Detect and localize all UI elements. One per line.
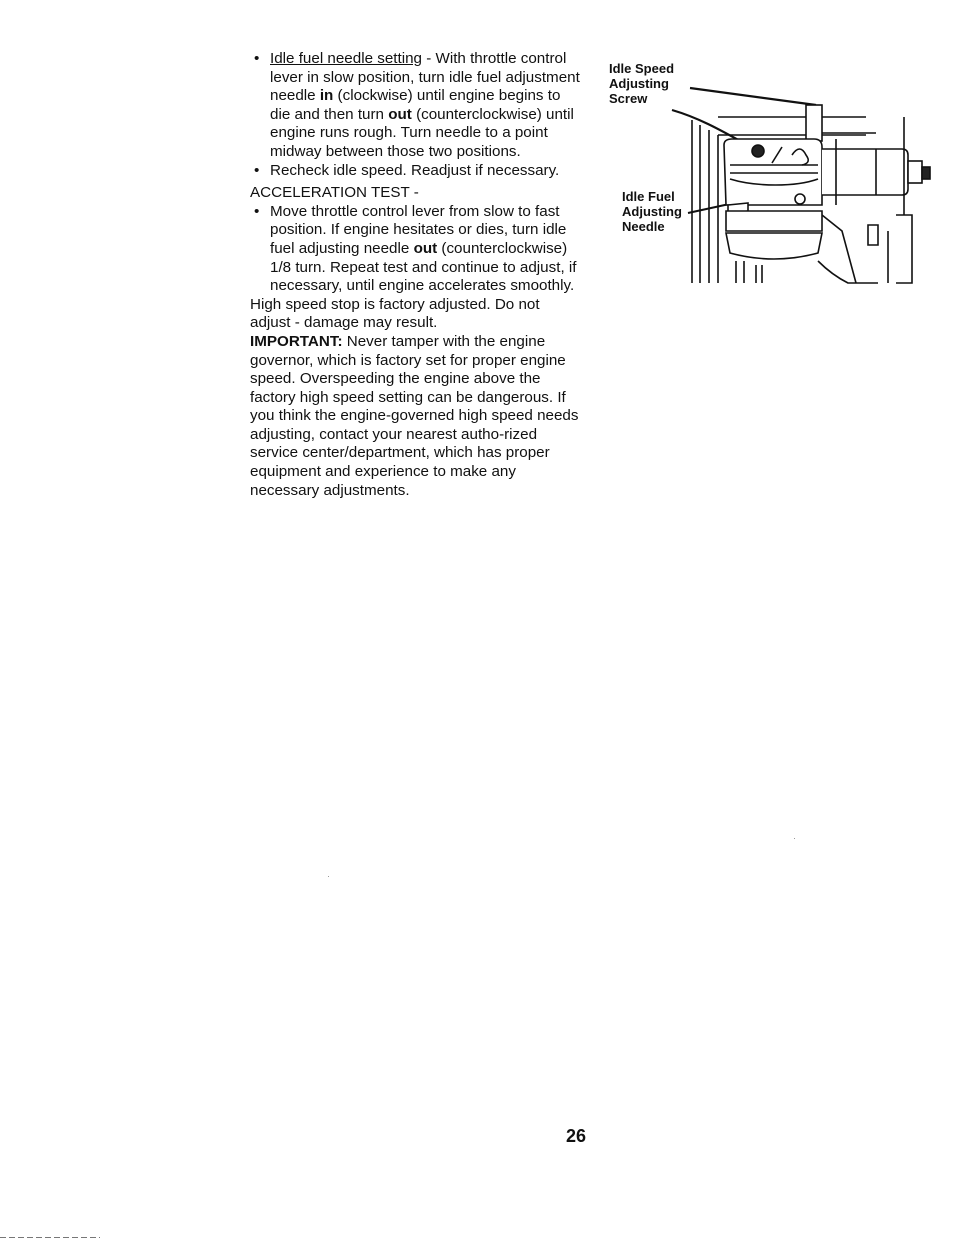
intake-block bbox=[822, 149, 908, 195]
idle-fuel-text-1: - With throttle control lever in slow position, turn idle fuel adjustment needle bbox=[270, 50, 580, 105]
high-speed-paragraph: High speed stop is factory adjusted. Do not adjust - damage may result. bbox=[250, 295, 540, 332]
instructions-column bbox=[250, 50, 580, 500]
idle-speed-screw-head bbox=[752, 145, 764, 157]
important-paragraph bbox=[250, 333, 580, 500]
linkage-clamp bbox=[806, 105, 822, 141]
carburetor-body bbox=[724, 139, 822, 205]
label-line: Adjusting bbox=[609, 76, 669, 91]
idle-fuel-text-2: (clockwise) until engine begins to die and then turn bbox=[270, 87, 561, 123]
idle-fuel-needle-paragraph bbox=[250, 50, 580, 162]
idle-fuel-text-3: (counterclockwise) until engine runs rough. Turn needle to a point midway between those two positions. bbox=[270, 105, 574, 160]
bullet: • bbox=[254, 202, 260, 220]
nut-cap bbox=[922, 167, 930, 179]
label-line: Idle Speed bbox=[609, 61, 675, 76]
idle-fuel-in-word: in bbox=[319, 87, 334, 105]
small-block bbox=[868, 225, 878, 245]
hex-nut bbox=[908, 161, 922, 183]
idle-fuel-out-word: out bbox=[388, 105, 412, 123]
accel-text-1: Move throttle control lever from slow to fast position. If engine hesitates or dies, turn idle fuel adjusting needle bbox=[270, 202, 567, 257]
bracket-line bbox=[822, 215, 856, 283]
recheck-paragraph bbox=[250, 162, 580, 181]
idle-fuel-needle-title: Idle fuel needle setting bbox=[270, 50, 422, 67]
label-line: Needle bbox=[622, 219, 665, 234]
scan-speck bbox=[328, 876, 329, 877]
accel-text-2: (counterclockwise) 1/8 turn. Repeat test and continue to adjust, if necessary, until engine accelerates smoothly. bbox=[270, 239, 577, 295]
acceleration-paragraph bbox=[250, 203, 580, 296]
bowl-rim bbox=[726, 211, 822, 231]
important-label: IMPORTANT: bbox=[250, 332, 343, 350]
scan-edge-line bbox=[0, 1237, 100, 1238]
right-bracket bbox=[896, 215, 912, 283]
carburetor-figure bbox=[606, 55, 936, 295]
scan-speck bbox=[794, 838, 795, 839]
important-text: Never tamper with the engine governor, which is factory set for proper engine speed. Overspeeding the engine above the factory high speed setting can be dangerous. If you think the engine-governed high speed needs adjusting, contact your nearest autho-rized service center/department, which has proper equipment and experience to make any necessary adjustments. bbox=[250, 332, 579, 499]
accel-out-word: out bbox=[413, 239, 438, 257]
screw-leader-line bbox=[690, 88, 816, 105]
recheck-text: Recheck idle speed. Readjust if necessary. bbox=[270, 161, 560, 179]
base-curve bbox=[818, 261, 878, 283]
bowl-legs bbox=[736, 261, 762, 283]
label-line: Adjusting bbox=[622, 204, 682, 219]
page-number: 26 bbox=[566, 1126, 587, 1146]
label-line: Idle Fuel bbox=[622, 189, 675, 204]
bullet: • bbox=[254, 161, 260, 179]
acceleration-test-heading: ACCELERATION TEST - bbox=[250, 184, 419, 202]
label-line: Screw bbox=[609, 91, 648, 106]
float-bowl bbox=[726, 233, 822, 259]
bullet: • bbox=[254, 50, 260, 67]
carburetor-illustration bbox=[606, 55, 936, 295]
